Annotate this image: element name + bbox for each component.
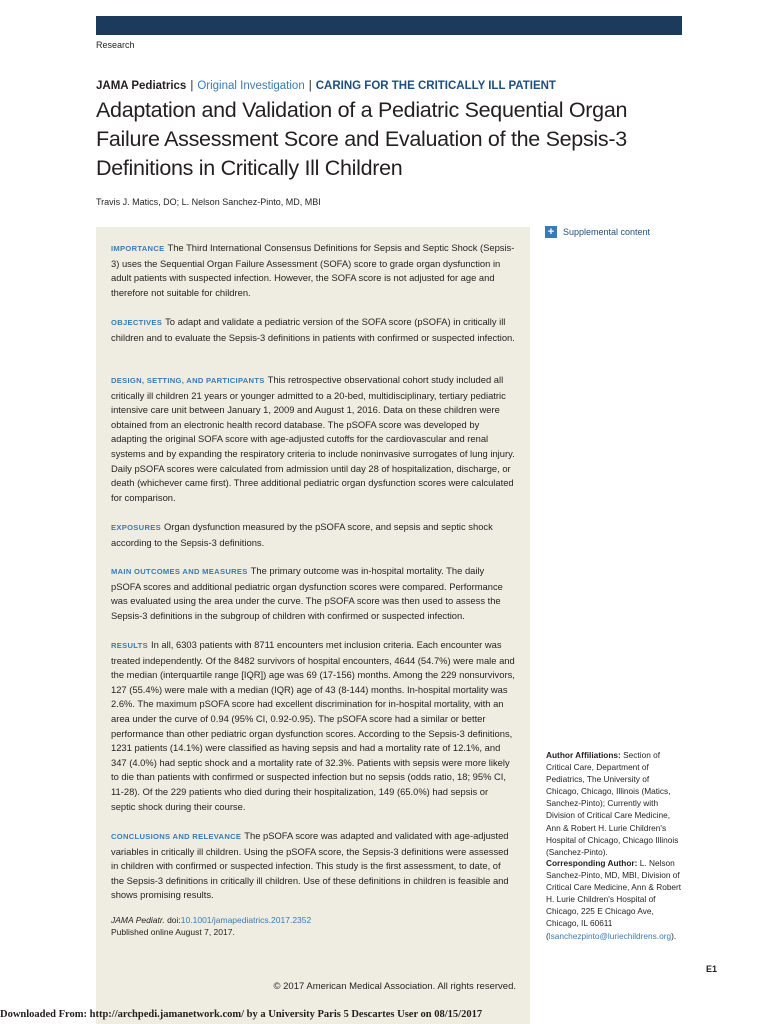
abstract-panel [96, 227, 530, 1024]
journal-name: JAMA Pediatrics [96, 80, 187, 92]
design-text: This retrospective observational cohort study included all critically ill children 21 years or younger admitted to a 20-bed, multidisciplinary, tertiary pediatric intensive care unit between January 1, 2009 and August 1, 2016. Data on these children were obtained from an electronic health record database. The pSOFA score was developed by adapting the original SOFA score with age-adjusted cutoffs for the cardiovascular and renal systems and by expanding the respiratory criteria to include noninvasive surrogates of lung injury. Daily pSOFA scores were calculated from admission until day 28 of hospitalization, discharge, or death (whichever came first). Three additional pediatric organ dysfunction scores were calculated for comparison. [111, 374, 515, 503]
results-text: In all, 6303 patients with 8711 encounters met inclusion criteria. Each encounter was treated independently. Of the 8482 survivors of hospital encounters, 4644 (54.7%) were male and the median (interquartile range [IQR]) age was 69 (17-156) months. Among the 229 nonsurvivors, 127 (55.4%) were male with a median (IQR) age of 43 (8-144) months. In-hospital mortality was 2.6%. The maximum pSOFA score had excellent discrimination for in-hospital mortality, with an area under the curve of 0.94 (95% CI, 0.92-0.95). The pSOFA score had a similar or better performance than other pediatric organ dysfunction scores. According to the Sepsis-3 definitions, 1231 patients (14.1%) were classified as having sepsis and had a mortality rate of 12.1%, and 347 (4.0%) had septic shock and a mortality rate of 32.3%. Patients with sepsis were more likely to die than patients with confirmed or suspected infection but no sepsis (odds ratio, 18; 95% CI, 11-28). Of the 229 patients who died during their hospitalization, 149 (65.0%) had sepsis or septic shock during their course. [111, 639, 515, 812]
conclusions-text: The pSOFA score was adapted and validated with age-adjusted variables in critically ill children. Using the pSOFA score, the Sepsis-3 definitions were assessed in children with confirmed or suspected infection. This study is the first assessment, to date, of the Sepsis-3 definitions in critically ill children. Use of these definitions in children is feasible and shows promising results. [111, 830, 509, 901]
plus-icon: + [545, 226, 557, 238]
corresponding-author [546, 857, 682, 942]
copyright-notice: © 2017 American Medical Association. All rights reserved. [273, 981, 516, 992]
abstract-objectives [111, 315, 515, 345]
header-separator: | [308, 80, 312, 92]
email-link[interactable]: lsanchezpinto@luriechildrens.org [548, 930, 672, 941]
article-topic[interactable]: CARING FOR THE CRITICALLY ILL PATIENT [315, 80, 556, 92]
citation-block [111, 914, 515, 938]
objectives-text: To adapt and validate a pediatric version of the SOFA score (pSOFA) in critically ill children and to evaluate the Sepsis-3 definitions in patients with confirmed or suspected infection. [111, 316, 515, 343]
corresponding-text: L. Nelson Sanchez-Pinto, MD, MBI, Division of Critical Care Medicine, Ann & Robert H. Lurie Children's Hospital of Chicago, 225 E Chicago Ave, Chicago, IL 60611 ( [546, 858, 682, 941]
citation-line [111, 914, 515, 926]
section-label: Research [96, 40, 135, 50]
conclusions-heading: CONCLUSIONS AND RELEVANCE [111, 832, 242, 841]
outcomes-heading: MAIN OUTCOMES AND MEASURES [111, 567, 248, 576]
supplemental-label: Supplemental content [563, 227, 651, 237]
corresponding-end: ). [671, 930, 677, 941]
abstract-design [111, 373, 515, 505]
outcomes-text: The primary outcome was in-hospital mortality. The daily pSOFA scores and additional pediatric organ dysfunction scores were compared. Performance was evaluated using the area under the curve. The pSOFA score was then used to assess the Sepsis-3 definitions in the subgroup of children with confirmed or suspected infection. [111, 565, 503, 621]
header-separator: | [190, 80, 194, 92]
doi-link[interactable]: 10.1001/jamapediatrics.2017.2352 [180, 915, 312, 925]
importance-text: The Third International Consensus Definitions for Sepsis and Septic Shock (Sepsis-3) uses the Sequential Organ Failure Assessment (SOFA) score to grade organ dysfunction in adult patients with suspected infection. However, the SOFA score is not adjusted for age and therefore not suitable for children. [111, 242, 515, 298]
page-number: E1 [706, 964, 718, 974]
author-affiliations [546, 749, 682, 858]
article-title: Adaptation and Validation of a Pediatric Sequential Organ Failure Assessment Score and Evaluation of the Sepsis-3 Definitions in Critically Ill Children [96, 98, 628, 180]
journal-banner [96, 16, 682, 35]
article-type[interactable]: Original Investigation [197, 80, 305, 92]
abstract-results [111, 638, 515, 814]
abstract-outcomes [111, 564, 515, 623]
author-list: Travis J. Matics, DO; L. Nelson Sanchez-Pinto, MD, MBI [96, 197, 321, 207]
abstract-exposures [111, 520, 515, 550]
exposures-text: Organ dysfunction measured by the pSOFA score, and sepsis and septic shock according to the Sepsis-3 definitions. [111, 521, 493, 548]
design-heading: DESIGN, SETTING, AND PARTICIPANTS [111, 376, 265, 385]
citation-doi-prefix: doi: [167, 915, 181, 925]
importance-heading: IMPORTANCE [111, 244, 165, 253]
article-header [96, 80, 556, 92]
abstract-importance [111, 241, 515, 300]
corresponding-label: Corresponding Author: [546, 858, 638, 868]
exposures-heading: EXPOSURES [111, 523, 161, 532]
download-notice: Downloaded From: http://archpedi.jamanetwork.com/ by a University Paris 5 Descartes User on 08/15/2017 [0, 1009, 483, 1020]
affiliations-label: Author Affiliations: [546, 750, 621, 760]
publication-date: Published online August 7, 2017. [111, 927, 235, 937]
results-heading: RESULTS [111, 641, 148, 650]
citation-journal: JAMA Pediatr. [111, 915, 165, 925]
affiliations-text: Section of Critical Care, Department of Pediatrics, The University of Chicago, Chicago, Illinois (Matics, Sanchez-Pinto); Currently with Division of Critical Care Medicine, Ann & Robert H. Lurie Children's Hospital of Chicago, Chicago Illinois (Sanchez-Pinto). [546, 750, 679, 857]
supplemental-content-link[interactable] [545, 226, 650, 238]
abstract-conclusions [111, 829, 515, 903]
objectives-heading: OBJECTIVES [111, 318, 163, 327]
